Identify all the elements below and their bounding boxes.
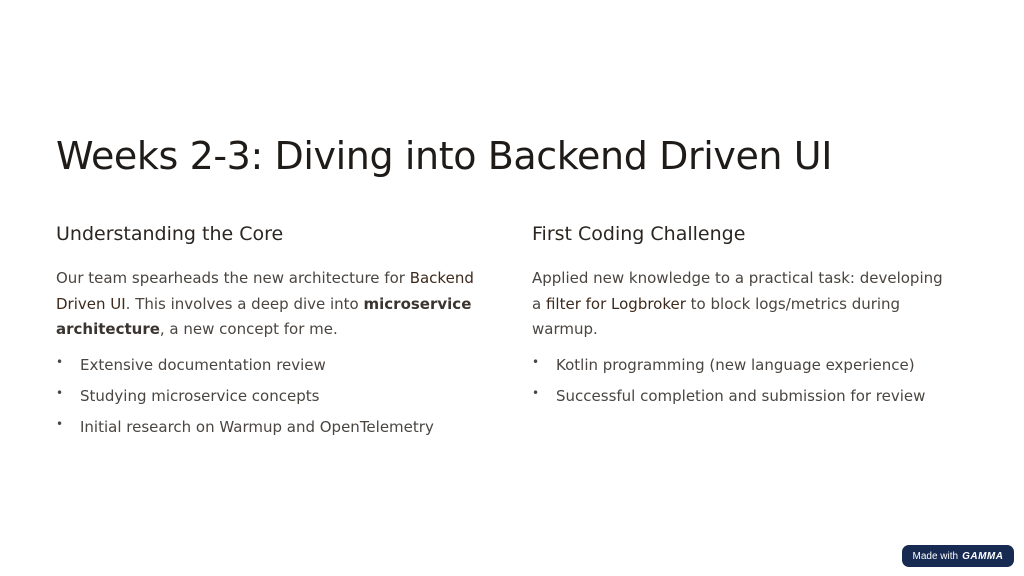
list-item-text: Successful completion and submission for review — [556, 386, 926, 405]
left-paragraph-text-2: . This involves a deep dive into — [125, 294, 364, 313]
right-paragraph-text-1: Applied new knowledge to a practical task: developing a — [532, 269, 943, 313]
right-paragraph-text-2: to block logs/metrics during warmup. — [532, 294, 901, 338]
right-column-heading: First Coding Challenge — [532, 223, 746, 245]
list-item — [56, 355, 476, 376]
gamma-logo: GAMMA — [962, 550, 1004, 562]
list-item-text: Extensive documentation review — [80, 355, 326, 374]
bullet-dot-icon: • — [56, 385, 64, 400]
badge-prefix: Made with — [912, 550, 959, 562]
list-item — [56, 386, 476, 407]
right-bullet-list — [532, 355, 952, 407]
logbroker-filter-highlight: filter for Logbroker — [545, 294, 686, 313]
list-item-text: Studying microservice concepts — [80, 386, 320, 405]
microservice-architecture-bold: microservice architecture — [56, 294, 472, 338]
list-item — [532, 355, 952, 376]
list-item-text: Kotlin programming (new language experience) — [556, 355, 915, 374]
list-item-text: Initial research on Warmup and OpenTelemetry — [80, 417, 434, 436]
bullet-dot-icon: • — [56, 416, 64, 431]
backend-driven-ui-highlight: Backend Driven UI — [56, 269, 474, 313]
right-column — [532, 222, 952, 417]
right-column-paragraph — [532, 266, 952, 343]
left-column — [56, 222, 476, 448]
left-paragraph-text-1: Our team spearheads the new architecture for — [56, 269, 410, 287]
list-item — [56, 417, 476, 438]
left-column-heading: Understanding the Core — [56, 223, 284, 245]
left-paragraph-text-3: , a new concept for me. — [159, 320, 338, 338]
made-with-gamma-badge[interactable] — [902, 545, 1014, 567]
bullet-dot-icon: • — [532, 354, 540, 369]
list-item — [532, 386, 952, 407]
bullet-dot-icon: • — [56, 354, 64, 369]
left-column-paragraph — [56, 266, 476, 343]
bullet-dot-icon: • — [532, 385, 540, 400]
left-bullet-list — [56, 355, 476, 438]
slide-title: Weeks 2-3: Diving into Backend Driven UI — [56, 134, 833, 178]
